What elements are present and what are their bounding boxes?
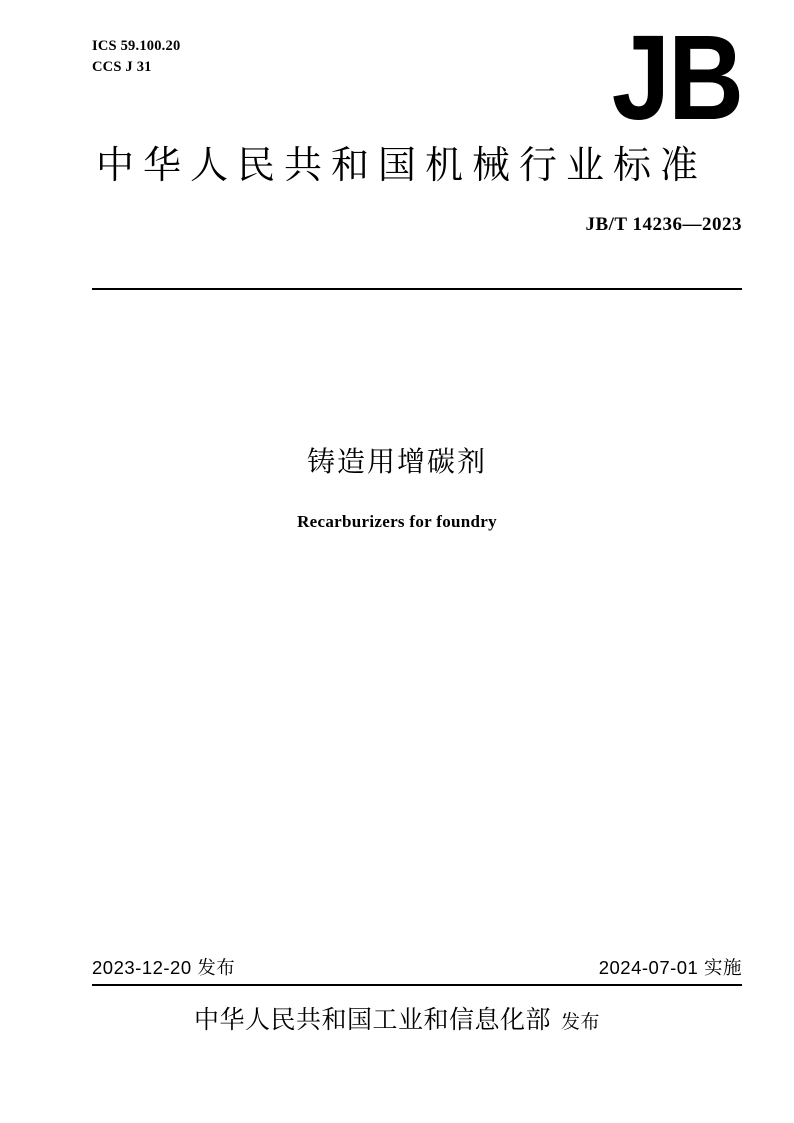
ccs-code: CCS J 31 [92, 59, 152, 75]
publisher-name: 中华人民共和国工业和信息化部 [193, 1006, 551, 1034]
standard-org-title: 中华人民共和国机械行业标准 [95, 145, 707, 187]
ics-code: ICS 59.100.20 [92, 38, 181, 54]
standard-number: JB/T 14236—2023 [585, 214, 742, 235]
publisher-line [0, 1000, 794, 1036]
classification-codes [92, 36, 180, 78]
jb-logo: JB [611, 11, 742, 146]
publisher-suffix: 发布 [561, 1012, 601, 1033]
divider-top [92, 288, 742, 290]
effective-date: 2024-07-01 实施 [598, 957, 742, 978]
document-title-english: Recarburizers for foundry [297, 512, 497, 531]
issue-date: 2023-12-20 发布 [92, 957, 236, 978]
document-title-chinese: 铸造用增碳剂 [306, 446, 487, 477]
divider-bottom [92, 984, 742, 986]
